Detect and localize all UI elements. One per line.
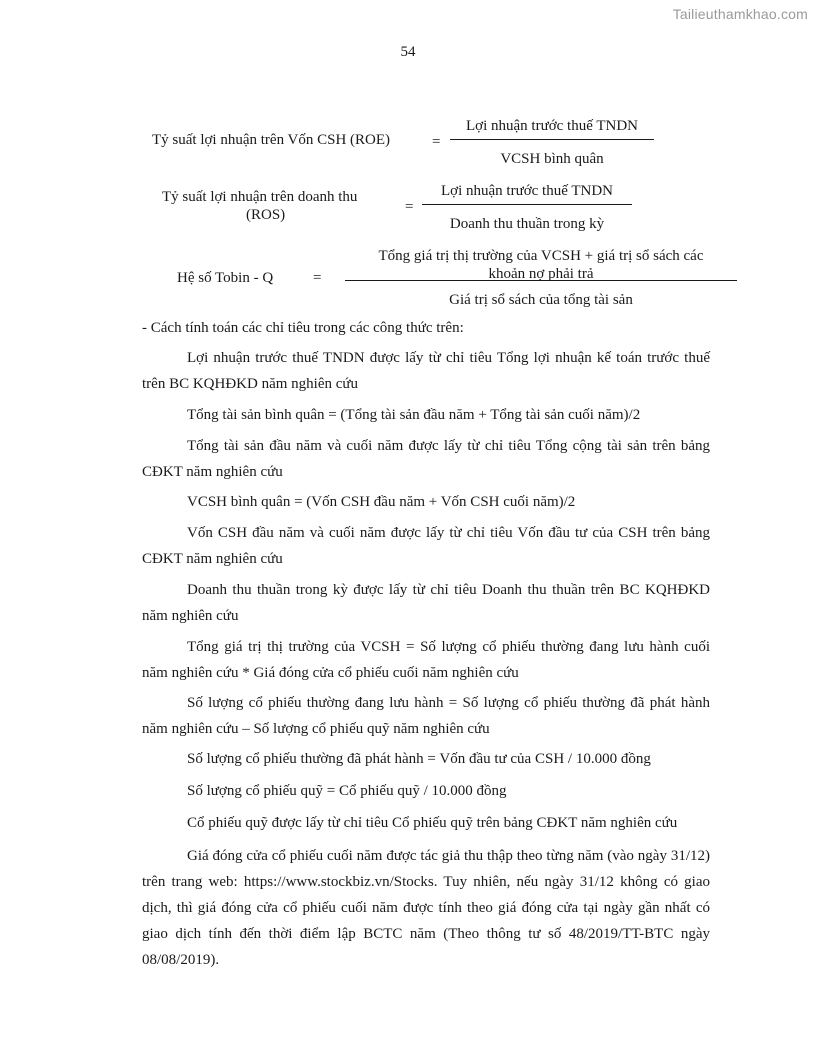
section-intro: - Cách tính toán các chỉ tiêu trong các công thức trên: (142, 320, 464, 336)
paragraph: Số lượng cổ phiếu thường đã phát hành = Vốn đầu tư của CSH / 10.000 đồng (187, 751, 651, 767)
roe-numerator: Lợi nhuận trước thuế TNDN (465, 118, 639, 134)
roe-fraction (450, 117, 654, 168)
paragraph: Giá đóng cửa cổ phiếu cuối năm được tác giả thu thập theo từng năm (vào ngày 31/12) trên trang web: https://www.stockbiz.vn/Stocks. Tuy nhiên, nếu ngày 31/12 không có giao dịch, thì giá đóng cửa cổ phiếu cuối năm được tính theo giá đóng cửa tại ngày gần nhất có giao dịch tính đến thời điểm lập BCTC năm (Theo thông tư số 48/2019/TT-BTC ngày 08/08/2019). (142, 848, 710, 968)
roe-equals: = (432, 134, 441, 150)
paragraph: Tổng giá trị thị trường của VCSH = Số lượng cổ phiếu thường đang lưu hành cuối năm nghiên cứu * Giá đóng cửa cổ phiếu cuối năm nghiên cứu (142, 639, 710, 681)
roe-label: Tỷ suất lợi nhuận trên Vốn CSH (ROE) (152, 132, 391, 148)
ros-denominator: Doanh thu thuần trong kỳ (449, 216, 605, 232)
paragraph: Vốn CSH đầu năm và cuối năm được lấy từ chỉ tiêu Vốn đầu tư của CSH trên bảng CĐKT năm nghiên cứu (142, 525, 710, 567)
ros-label-line1: Tỷ suất lợi nhuận trên doanh thu (162, 189, 358, 205)
tobin-equals: = (313, 270, 322, 286)
paragraph: Doanh thu thuần trong kỳ được lấy từ chỉ tiêu Doanh thu thuần trên BC KQHĐKD năm nghiên cứu (142, 582, 710, 624)
ros-equals: = (405, 199, 414, 215)
paragraph: Lợi nhuận trước thuế TNDN được lấy từ chỉ tiêu Tổng lợi nhuận kế toán trước thuế trên BC KQHĐKD năm nghiên cứu (142, 350, 710, 392)
tobin-numerator-line1: Tổng giá trị thị trường của VCSH + giá trị sổ sách các (378, 248, 704, 264)
paragraph: VCSH bình quân = (Vốn CSH đầu năm + Vốn CSH cuối năm)/2 (187, 494, 576, 510)
tobin-fraction (345, 247, 737, 309)
tobin-denominator: Giá trị sổ sách của tổng tài sản (449, 292, 633, 308)
ros-fraction-bar (422, 204, 632, 205)
roe-denominator: VCSH bình quân (500, 151, 604, 167)
roe-fraction-bar (450, 139, 654, 140)
page-number: 54 (400, 44, 416, 60)
watermark: Tailieuthamkhao.com (672, 6, 808, 22)
tobin-label: Hệ số Tobin - Q (177, 270, 274, 286)
tobin-numerator-line2: khoản nợ phải trả (488, 266, 594, 282)
paragraph: Cổ phiếu quỹ được lấy từ chỉ tiêu Cổ phiếu quỹ trên bảng CĐKT năm nghiên cứu (187, 815, 678, 831)
ros-fraction (422, 182, 632, 233)
paragraph: Số lượng cổ phiếu quỹ = Cổ phiếu quỹ / 10.000 đồng (187, 783, 507, 799)
ros-label-line2: (ROS) (246, 207, 286, 223)
paragraph: Tổng tài sản đầu năm và cuối năm được lấy từ chỉ tiêu Tổng cộng tài sản trên bảng CĐKT năm nghiên cứu (142, 438, 710, 480)
ros-numerator: Lợi nhuận trước thuế TNDN (440, 183, 614, 199)
paragraph: Số lượng cổ phiếu thường đang lưu hành = Số lượng cổ phiếu thường đã phát hành năm nghiên cứu – Số lượng cổ phiếu quỹ năm nghiên cứu (142, 695, 710, 737)
paragraph: Tổng tài sản bình quân = (Tổng tài sản đầu năm + Tổng tài sản cuối năm)/2 (187, 407, 641, 423)
